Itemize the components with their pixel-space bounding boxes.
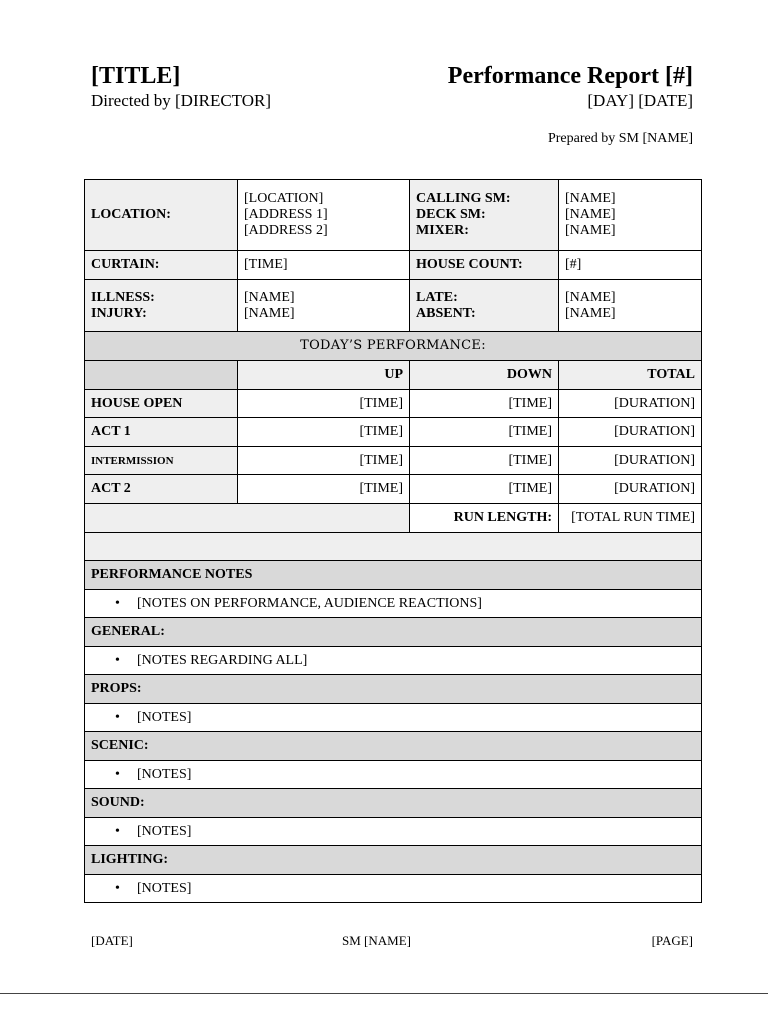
report-title: Performance Report [#] bbox=[447, 63, 693, 89]
injury-label: INJURY: bbox=[91, 305, 147, 321]
late-names bbox=[559, 280, 702, 332]
performance-banner: TODAY’S PERFORMANCE: bbox=[85, 332, 702, 361]
absent-label: ABSENT: bbox=[416, 305, 476, 321]
bullet-icon: • bbox=[115, 652, 120, 668]
act-2-down: [TIME] bbox=[410, 475, 559, 504]
section-heading-sound: SOUND: bbox=[85, 789, 702, 818]
spacer-cell bbox=[85, 533, 702, 561]
note-text: [NOTES ON PERFORMANCE, AUDIENCE REACTIONS] bbox=[137, 595, 482, 611]
location-value bbox=[238, 180, 410, 251]
note-row bbox=[85, 761, 702, 789]
note-row bbox=[85, 704, 702, 732]
intermission-total: [DURATION] bbox=[559, 447, 702, 475]
note-row bbox=[85, 590, 702, 618]
table-row bbox=[85, 475, 702, 504]
location-label: LOCATION: bbox=[85, 180, 238, 251]
house-open-total: [DURATION] bbox=[559, 390, 702, 418]
absent-name: [NAME] bbox=[565, 305, 616, 321]
location-line: [LOCATION] bbox=[244, 191, 324, 206]
bullet-icon: • bbox=[115, 823, 120, 839]
curtain-value: [TIME] bbox=[238, 251, 410, 280]
note-text: [NOTES] bbox=[137, 880, 192, 896]
house-open-up: [TIME] bbox=[238, 390, 410, 418]
bullet-icon: • bbox=[115, 595, 120, 611]
table-row bbox=[85, 390, 702, 418]
curtain-label: CURTAIN: bbox=[85, 251, 238, 280]
section-heading-row bbox=[85, 732, 702, 761]
row-label-house-open: HOUSE OPEN bbox=[85, 390, 238, 418]
act-2-up: [TIME] bbox=[238, 475, 410, 504]
illness-name: [NAME] bbox=[244, 289, 295, 305]
calling-sm-label: CALLING SM: bbox=[416, 191, 511, 206]
late-label: LATE: bbox=[416, 289, 458, 305]
calling-sm-name: [NAME] bbox=[565, 191, 616, 206]
late-name: [NAME] bbox=[565, 289, 616, 305]
note-scenic bbox=[85, 761, 702, 789]
performance-header-row bbox=[85, 361, 702, 390]
section-heading-props: PROPS: bbox=[85, 675, 702, 704]
illness-label: ILLNESS: bbox=[91, 289, 155, 305]
act-1-up: [TIME] bbox=[238, 418, 410, 447]
note-sound bbox=[85, 818, 702, 846]
section-heading-row bbox=[85, 789, 702, 818]
section-heading-general: GENERAL: bbox=[85, 618, 702, 647]
act-1-total: [DURATION] bbox=[559, 418, 702, 447]
section-heading-row bbox=[85, 618, 702, 647]
house-count-label: HOUSE COUNT: bbox=[410, 251, 559, 280]
down-header: DOWN bbox=[410, 361, 559, 390]
note-row bbox=[85, 818, 702, 846]
footer-date: [DATE] bbox=[91, 933, 133, 948]
footer-page: [PAGE] bbox=[651, 933, 693, 948]
table-row bbox=[85, 418, 702, 447]
prepared-by: Prepared by SM [NAME] bbox=[547, 131, 693, 146]
note-props bbox=[85, 704, 702, 732]
location-row bbox=[85, 180, 702, 251]
crew-names bbox=[559, 180, 702, 251]
run-length-value: [TOTAL RUN TIME] bbox=[559, 504, 702, 533]
row-label-act-2: ACT 2 bbox=[85, 475, 238, 504]
note-text: [NOTES] bbox=[137, 709, 192, 725]
section-heading-lighting: LIGHTING: bbox=[85, 846, 702, 875]
note-performance bbox=[85, 590, 702, 618]
crew-labels bbox=[410, 180, 559, 251]
house-count-value: [#] bbox=[559, 251, 702, 280]
note-text: [NOTES] bbox=[137, 823, 192, 839]
bullet-icon: • bbox=[115, 766, 120, 782]
intermission-up: [TIME] bbox=[238, 447, 410, 475]
section-heading-scenic: SCENIC: bbox=[85, 732, 702, 761]
bullet-icon: • bbox=[115, 880, 120, 896]
section-heading-row bbox=[85, 561, 702, 590]
note-lighting bbox=[85, 875, 702, 903]
curtain-row bbox=[85, 251, 702, 280]
performance-header-blank bbox=[85, 361, 238, 390]
day-date: [DAY] [DATE] bbox=[587, 91, 693, 110]
run-length-row bbox=[85, 504, 702, 533]
mixer-name: [NAME] bbox=[565, 223, 616, 238]
note-text: [NOTES] bbox=[137, 766, 192, 782]
show-title: [TITLE] bbox=[91, 63, 181, 89]
row-label-act-1: ACT 1 bbox=[85, 418, 238, 447]
mixer-label: MIXER: bbox=[416, 223, 469, 238]
performance-banner-row bbox=[85, 332, 702, 361]
late-labels bbox=[410, 280, 559, 332]
director-line: Directed by [DIRECTOR] bbox=[91, 91, 272, 110]
illness-row bbox=[85, 280, 702, 332]
deck-sm-label: DECK SM: bbox=[416, 207, 486, 222]
section-heading-row bbox=[85, 675, 702, 704]
address-line-2: [ADDRESS 2] bbox=[244, 223, 328, 238]
note-text: [NOTES REGARDING ALL] bbox=[137, 652, 308, 668]
total-header: TOTAL bbox=[559, 361, 702, 390]
deck-sm-name: [NAME] bbox=[565, 207, 616, 222]
row-label-intermission: INTERMISSION bbox=[85, 447, 238, 475]
footer-sm: SM [NAME] bbox=[342, 933, 411, 948]
intermission-down: [TIME] bbox=[410, 447, 559, 475]
section-heading-row bbox=[85, 846, 702, 875]
address-line-1: [ADDRESS 1] bbox=[244, 207, 328, 222]
table-row bbox=[85, 447, 702, 475]
spacer-row bbox=[85, 533, 702, 561]
illness-labels bbox=[85, 280, 238, 332]
note-row bbox=[85, 875, 702, 903]
note-general bbox=[85, 647, 702, 675]
act-1-down: [TIME] bbox=[410, 418, 559, 447]
house-open-down: [TIME] bbox=[410, 390, 559, 418]
up-header: UP bbox=[238, 361, 410, 390]
injury-name: [NAME] bbox=[244, 305, 295, 321]
performance-report-table bbox=[84, 179, 702, 903]
page-bottom-divider bbox=[0, 993, 768, 994]
note-row bbox=[85, 647, 702, 675]
run-length-label: RUN LENGTH: bbox=[410, 504, 559, 533]
act-2-total: [DURATION] bbox=[559, 475, 702, 504]
run-length-blank bbox=[85, 504, 410, 533]
bullet-icon: • bbox=[115, 709, 120, 725]
illness-names bbox=[238, 280, 410, 332]
section-heading-performance-notes: PERFORMANCE NOTES bbox=[85, 561, 702, 590]
